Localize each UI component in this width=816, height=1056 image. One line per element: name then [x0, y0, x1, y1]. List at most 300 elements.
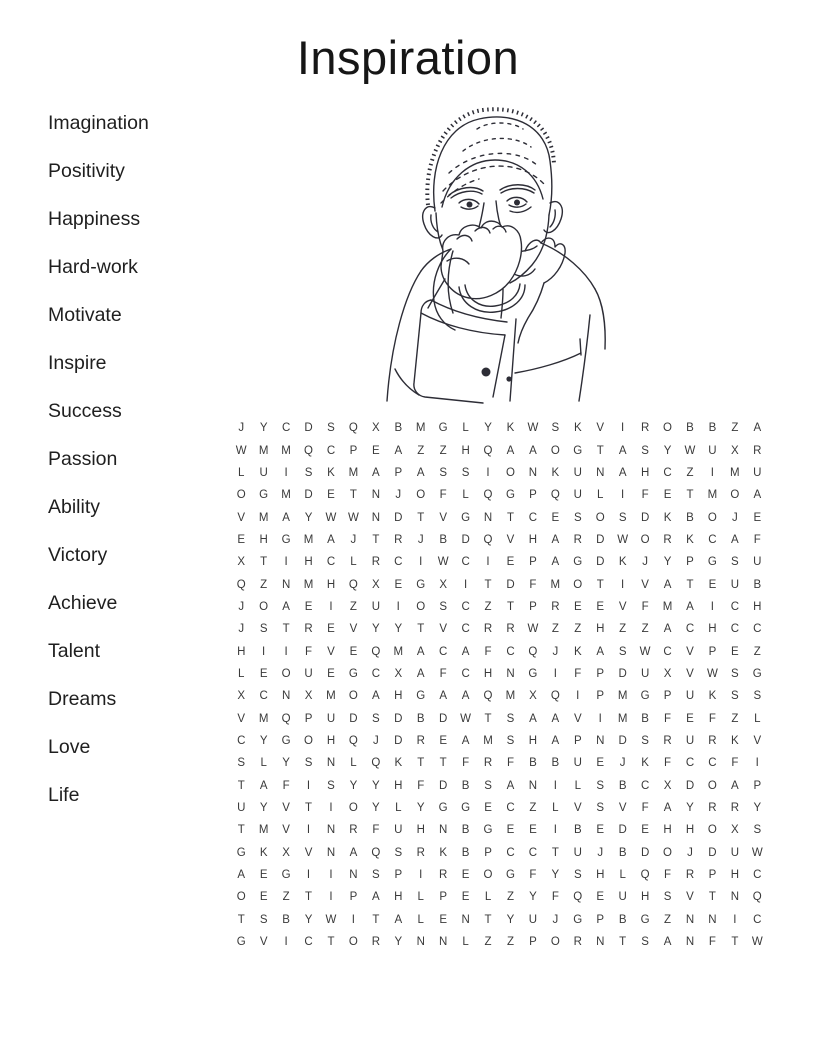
- grid-letter: C: [685, 757, 695, 770]
- grid-letter: H: [304, 556, 313, 569]
- grid-letter: G: [505, 869, 515, 882]
- grid-letter: W: [527, 623, 539, 636]
- grid-letter: J: [642, 556, 648, 569]
- grid-letter: A: [461, 690, 470, 703]
- grid-letter: R: [573, 533, 582, 546]
- grid-letter: G: [438, 802, 448, 815]
- grid-letter: O: [550, 936, 560, 949]
- grid-letter: L: [417, 891, 424, 904]
- grid-letter: Y: [304, 913, 313, 926]
- word-list: [48, 112, 238, 832]
- grid-letter: R: [640, 422, 650, 435]
- grid-letter: Y: [663, 556, 672, 569]
- grid-letter: J: [731, 511, 738, 524]
- grid-letter: C: [506, 802, 515, 815]
- grid-letter: Y: [304, 511, 313, 524]
- grid-letter: N: [685, 913, 695, 926]
- grid-letter: Z: [260, 578, 268, 591]
- grid-letter: C: [394, 556, 403, 569]
- sleeve-cuff: [414, 300, 507, 403]
- grid-letter: I: [486, 556, 490, 569]
- grid-letter: C: [708, 757, 717, 770]
- grid-letter: H: [685, 824, 695, 837]
- grid-letter: F: [708, 712, 716, 725]
- grid-letter: Y: [259, 422, 268, 435]
- grid-letter: A: [237, 869, 246, 882]
- grid-letter: Z: [753, 645, 761, 658]
- grid-letter: R: [753, 444, 762, 457]
- grid-letter: T: [506, 600, 514, 613]
- grid-letter: F: [484, 645, 492, 658]
- grid-letter: B: [686, 422, 694, 435]
- grid-letter: E: [349, 645, 358, 658]
- grid-letter: B: [573, 824, 582, 837]
- word-list-item: Achieve: [48, 592, 118, 614]
- grid-letter: W: [706, 667, 718, 680]
- grid-letter: K: [641, 757, 649, 770]
- grid-letter: Q: [528, 645, 538, 658]
- grid-letter: C: [461, 556, 470, 569]
- grid-letter: L: [552, 802, 559, 815]
- grid-letter: J: [238, 623, 245, 636]
- grid-letter: A: [259, 779, 268, 792]
- grid-letter: R: [730, 802, 739, 815]
- grid-letter: K: [439, 846, 447, 859]
- grid-letter: A: [663, 578, 672, 591]
- grid-letter: Y: [551, 869, 560, 882]
- grid-letter: H: [663, 824, 672, 837]
- grid-letter: D: [439, 712, 448, 725]
- grid-letter: U: [326, 712, 336, 725]
- grid-letter: Q: [573, 891, 583, 904]
- grid-letter: Q: [348, 422, 358, 435]
- grid-letter: T: [237, 913, 245, 926]
- grid-letter: M: [483, 734, 493, 747]
- grid-letter: C: [685, 623, 695, 636]
- grid-letter: O: [348, 936, 358, 949]
- grid-letter: H: [394, 690, 403, 703]
- grid-letter: O: [730, 489, 740, 502]
- grid-letter: T: [551, 846, 559, 859]
- grid-letter: A: [731, 779, 739, 792]
- grid-letter: H: [596, 623, 605, 636]
- grid-letter: P: [529, 556, 537, 569]
- grid-letter: Y: [394, 623, 403, 636]
- grid-letter: L: [597, 489, 604, 502]
- grid-letter: E: [304, 600, 313, 613]
- grid-letter: T: [686, 489, 694, 502]
- grid-letter: Y: [686, 802, 694, 815]
- grid-letter: Y: [372, 802, 380, 815]
- grid-letter: V: [618, 802, 627, 815]
- grid-letter: W: [617, 533, 629, 546]
- grid-letter: R: [663, 533, 672, 546]
- grid-letter: O: [236, 891, 246, 904]
- grid-letter: G: [281, 533, 291, 546]
- grid-letter: L: [462, 936, 469, 949]
- grid-letter: I: [396, 600, 400, 613]
- grid-letter: C: [663, 466, 672, 479]
- grid-letter: B: [618, 846, 627, 859]
- grid-letter: P: [394, 466, 403, 479]
- grid-letter: S: [237, 757, 246, 770]
- grid-letter: F: [551, 891, 559, 904]
- grid-letter: U: [371, 600, 380, 613]
- grid-letter: M: [662, 600, 673, 613]
- grid-letter: D: [708, 846, 717, 859]
- grid-letter: Z: [731, 422, 739, 435]
- grid-letter: W: [751, 846, 763, 859]
- grid-letter: L: [484, 891, 492, 904]
- grid-letter: P: [529, 600, 537, 613]
- grid-letter: Z: [551, 623, 559, 636]
- grid-letter: E: [461, 869, 470, 882]
- grid-letter: Z: [686, 466, 694, 479]
- word-list-item: Positivity: [48, 160, 125, 182]
- right-ear-icon: [544, 202, 562, 233]
- grid-letter: A: [663, 623, 672, 636]
- grid-letter: Y: [753, 802, 762, 815]
- grid-letter: E: [573, 600, 582, 613]
- grid-letter: E: [663, 489, 672, 502]
- grid-letter: T: [305, 802, 313, 815]
- grid-letter: S: [461, 466, 470, 479]
- grid-letter: S: [573, 869, 582, 882]
- grid-letter: N: [596, 936, 605, 949]
- grid-letter: U: [618, 891, 627, 904]
- grid-letter: S: [439, 466, 447, 479]
- grid-letter: A: [663, 802, 672, 815]
- grid-letter: E: [461, 891, 470, 904]
- grid-letter: K: [394, 757, 403, 770]
- grid-letter: C: [506, 846, 515, 859]
- grid-letter: C: [237, 734, 246, 747]
- grid-letter: S: [506, 712, 515, 725]
- grid-letter: A: [753, 489, 762, 502]
- grid-letter: H: [730, 869, 739, 882]
- grid-letter: T: [417, 623, 425, 636]
- grid-letter: C: [461, 667, 470, 680]
- word-list-item: Inspire: [48, 352, 107, 374]
- word-list-item: Hard-work: [48, 256, 138, 278]
- grid-letter: M: [258, 444, 269, 457]
- grid-letter: P: [349, 444, 358, 457]
- grid-letter: S: [641, 444, 649, 457]
- grid-letter: X: [394, 667, 403, 680]
- grid-letter: M: [415, 422, 426, 435]
- grid-letter: X: [663, 779, 672, 792]
- grid-letter: V: [686, 645, 694, 658]
- grid-letter: V: [506, 533, 515, 546]
- grid-letter: R: [416, 846, 425, 859]
- grid-letter: S: [618, 511, 627, 524]
- grid-letter: S: [641, 734, 649, 747]
- grid-letter: F: [664, 757, 672, 770]
- grid-letter: H: [326, 734, 336, 747]
- grid-letter: S: [372, 712, 380, 725]
- grid-letter: I: [463, 578, 468, 591]
- grid-letter: B: [461, 824, 470, 837]
- grid-letter: W: [347, 511, 359, 524]
- grid-letter: V: [349, 623, 358, 636]
- grid-letter: F: [664, 712, 672, 725]
- grid-letter: Q: [550, 489, 560, 502]
- grid-letter: Q: [640, 869, 650, 882]
- grid-letter: L: [350, 556, 357, 569]
- grid-letter: I: [598, 712, 602, 725]
- grid-letter: L: [260, 757, 267, 770]
- grid-letter: C: [753, 623, 762, 636]
- grid-letter: A: [731, 533, 739, 546]
- grid-letter: L: [395, 802, 402, 815]
- grid-letter: V: [641, 578, 649, 591]
- grid-letter: E: [641, 824, 649, 837]
- grid-letter: A: [282, 511, 290, 524]
- grid-letter: R: [708, 802, 717, 815]
- grid-letter: M: [617, 690, 628, 703]
- grid-letter: P: [663, 690, 672, 703]
- grid-letter: Y: [394, 936, 403, 949]
- grid-letter: K: [327, 466, 335, 479]
- grid-letter: A: [551, 533, 560, 546]
- grid-letter: Q: [483, 489, 493, 502]
- grid-letter: V: [753, 734, 762, 747]
- grid-letter: Z: [484, 600, 492, 613]
- grid-letter: B: [618, 779, 627, 792]
- grid-letter: E: [372, 444, 380, 457]
- grid-letter: I: [329, 869, 333, 882]
- grid-letter: T: [260, 556, 268, 569]
- grid-letter: Y: [529, 891, 537, 904]
- grid-letter: T: [237, 824, 245, 837]
- grid-letter: D: [461, 533, 470, 546]
- grid-letter: U: [259, 466, 268, 479]
- left-ear-icon: [423, 207, 442, 238]
- grid-letter: G: [573, 913, 583, 926]
- grid-letter: T: [484, 712, 492, 725]
- grid-letter: M: [303, 578, 314, 591]
- grid-letter: A: [349, 846, 358, 859]
- grid-letter: I: [553, 824, 557, 837]
- grid-letter: E: [237, 533, 246, 546]
- grid-letter: S: [484, 779, 492, 792]
- grid-letter: A: [529, 444, 537, 457]
- grid-letter: V: [573, 802, 582, 815]
- grid-letter: I: [755, 757, 759, 770]
- grid-letter: K: [618, 556, 627, 569]
- grid-letter: N: [326, 846, 336, 859]
- grid-letter: V: [573, 712, 582, 725]
- grid-letter: T: [686, 578, 694, 591]
- grid-letter: N: [326, 824, 336, 837]
- word-list-item: Love: [48, 736, 91, 758]
- grid-letter: M: [258, 712, 269, 725]
- grid-letter: A: [663, 936, 672, 949]
- grid-letter: V: [686, 891, 694, 904]
- grid-letter: O: [236, 489, 246, 502]
- grid-letter: G: [640, 913, 650, 926]
- grid-letter: C: [730, 623, 739, 636]
- grid-letter: U: [730, 846, 739, 859]
- grid-letter: B: [394, 422, 403, 435]
- word-list-item: Success: [48, 400, 122, 422]
- grid-letter: R: [685, 869, 695, 882]
- grid-letter: O: [483, 869, 493, 882]
- grid-letter: S: [663, 891, 672, 904]
- grid-letter: K: [551, 466, 560, 479]
- grid-letter: I: [284, 645, 288, 658]
- grid-letter: U: [573, 757, 582, 770]
- grid-letter: J: [619, 757, 626, 770]
- grid-letter: F: [664, 869, 672, 882]
- grid-letter: B: [641, 712, 649, 725]
- grid-letter: L: [754, 712, 761, 725]
- grid-letter: R: [663, 734, 672, 747]
- grid-letter: D: [640, 846, 650, 859]
- grid-letter: U: [640, 667, 650, 680]
- grid-letter: V: [439, 623, 447, 636]
- grid-letter: Z: [417, 444, 425, 457]
- grid-letter: X: [731, 824, 739, 837]
- grid-letter: W: [325, 511, 337, 524]
- grid-letter: A: [394, 444, 403, 457]
- grid-letter: N: [708, 913, 717, 926]
- grid-letter: A: [372, 690, 380, 703]
- grid-letter: C: [281, 422, 291, 435]
- grid-letter: N: [416, 936, 425, 949]
- grid-letter: G: [348, 667, 358, 680]
- grid-letter: Z: [574, 623, 582, 636]
- grid-letter: M: [617, 712, 628, 725]
- grid-letter: R: [304, 623, 313, 636]
- grid-letter: P: [686, 556, 694, 569]
- grid-letter: F: [708, 936, 716, 949]
- grid-letter: Y: [484, 422, 492, 435]
- grid-letter: N: [596, 466, 605, 479]
- grid-letter: Z: [731, 712, 739, 725]
- grid-letter: E: [439, 734, 447, 747]
- grid-letter: H: [461, 444, 470, 457]
- grid-letter: A: [529, 712, 537, 725]
- grid-letter: Q: [483, 533, 493, 546]
- grid-letter: Z: [349, 600, 357, 613]
- grid-letter: R: [394, 533, 403, 546]
- grid-letter: U: [573, 846, 582, 859]
- grid-letter: F: [641, 600, 649, 613]
- grid-letter: Z: [506, 891, 514, 904]
- grid-letter: J: [372, 734, 379, 747]
- grid-letter: V: [596, 422, 605, 435]
- grid-letter: H: [708, 623, 717, 636]
- grid-letter: G: [752, 667, 762, 680]
- grid-letter: I: [284, 936, 288, 949]
- grid-letter: N: [439, 824, 448, 837]
- grid-letter: S: [731, 690, 739, 703]
- grid-letter: P: [394, 869, 403, 882]
- grid-letter: A: [416, 645, 425, 658]
- grid-letter: X: [372, 578, 380, 591]
- grid-letter: F: [439, 667, 447, 680]
- grid-letter: L: [462, 489, 469, 502]
- grid-letter: V: [304, 846, 313, 859]
- grid-letter: W: [639, 645, 651, 658]
- grid-letter: A: [618, 466, 627, 479]
- grid-letter: G: [505, 489, 515, 502]
- grid-letter: D: [304, 422, 313, 435]
- grid-letter: R: [506, 623, 515, 636]
- grid-letter: O: [595, 511, 605, 524]
- grid-letter: T: [506, 511, 514, 524]
- grid-letter: G: [259, 489, 269, 502]
- grid-letter: H: [640, 891, 650, 904]
- grid-letter: Z: [664, 913, 672, 926]
- grid-letter: I: [284, 466, 288, 479]
- grid-letter: A: [551, 734, 560, 747]
- grid-letter: Q: [348, 578, 358, 591]
- grid-letter: Y: [349, 779, 358, 792]
- grid-letter: X: [439, 578, 447, 591]
- grid-letter: E: [327, 623, 335, 636]
- grid-letter: P: [304, 712, 313, 725]
- grid-letter: N: [371, 511, 380, 524]
- thinking-man-illustration: [383, 103, 611, 405]
- grid-letter: T: [237, 779, 245, 792]
- grid-letter: Z: [282, 891, 290, 904]
- grid-letter: G: [416, 578, 426, 591]
- grid-letter: P: [753, 779, 762, 792]
- grid-letter: X: [282, 846, 290, 859]
- grid-letter: E: [731, 645, 739, 658]
- grid-letter: S: [596, 779, 605, 792]
- grid-letter: Q: [236, 578, 246, 591]
- page-title: Inspiration: [296, 31, 520, 84]
- grid-letter: F: [282, 779, 290, 792]
- grid-letter: Q: [371, 846, 381, 859]
- grid-letter: W: [235, 444, 247, 457]
- grid-letter: Y: [372, 779, 380, 792]
- grid-letter: F: [462, 757, 470, 770]
- grid-letter: C: [461, 623, 470, 636]
- grid-letter: R: [708, 734, 717, 747]
- grid-letter: A: [416, 466, 425, 479]
- grid-letter: A: [461, 645, 470, 658]
- grid-letter: A: [327, 533, 335, 546]
- letter-grid: [230, 417, 769, 953]
- grid-letter: G: [640, 690, 650, 703]
- grid-letter: L: [238, 667, 245, 680]
- grid-letter: Y: [372, 623, 380, 636]
- grid-letter: E: [484, 802, 492, 815]
- grid-letter: D: [685, 779, 695, 792]
- grid-letter: H: [753, 600, 762, 613]
- grid-letter: A: [753, 422, 762, 435]
- grid-letter: D: [506, 578, 515, 591]
- grid-letter: L: [574, 779, 581, 792]
- grid-letter: D: [640, 511, 650, 524]
- grid-letter: D: [439, 779, 448, 792]
- grid-letter: H: [528, 734, 538, 747]
- grid-letter: D: [618, 824, 627, 837]
- grid-letter: U: [573, 466, 582, 479]
- grid-letter: H: [394, 779, 403, 792]
- grid-letter: R: [551, 600, 560, 613]
- grid-letter: F: [641, 489, 649, 502]
- grid-letter: A: [551, 556, 560, 569]
- grid-letter: I: [621, 422, 625, 435]
- grid-letter: B: [753, 578, 762, 591]
- grid-letter: G: [236, 936, 246, 949]
- grid-letter: Q: [348, 734, 358, 747]
